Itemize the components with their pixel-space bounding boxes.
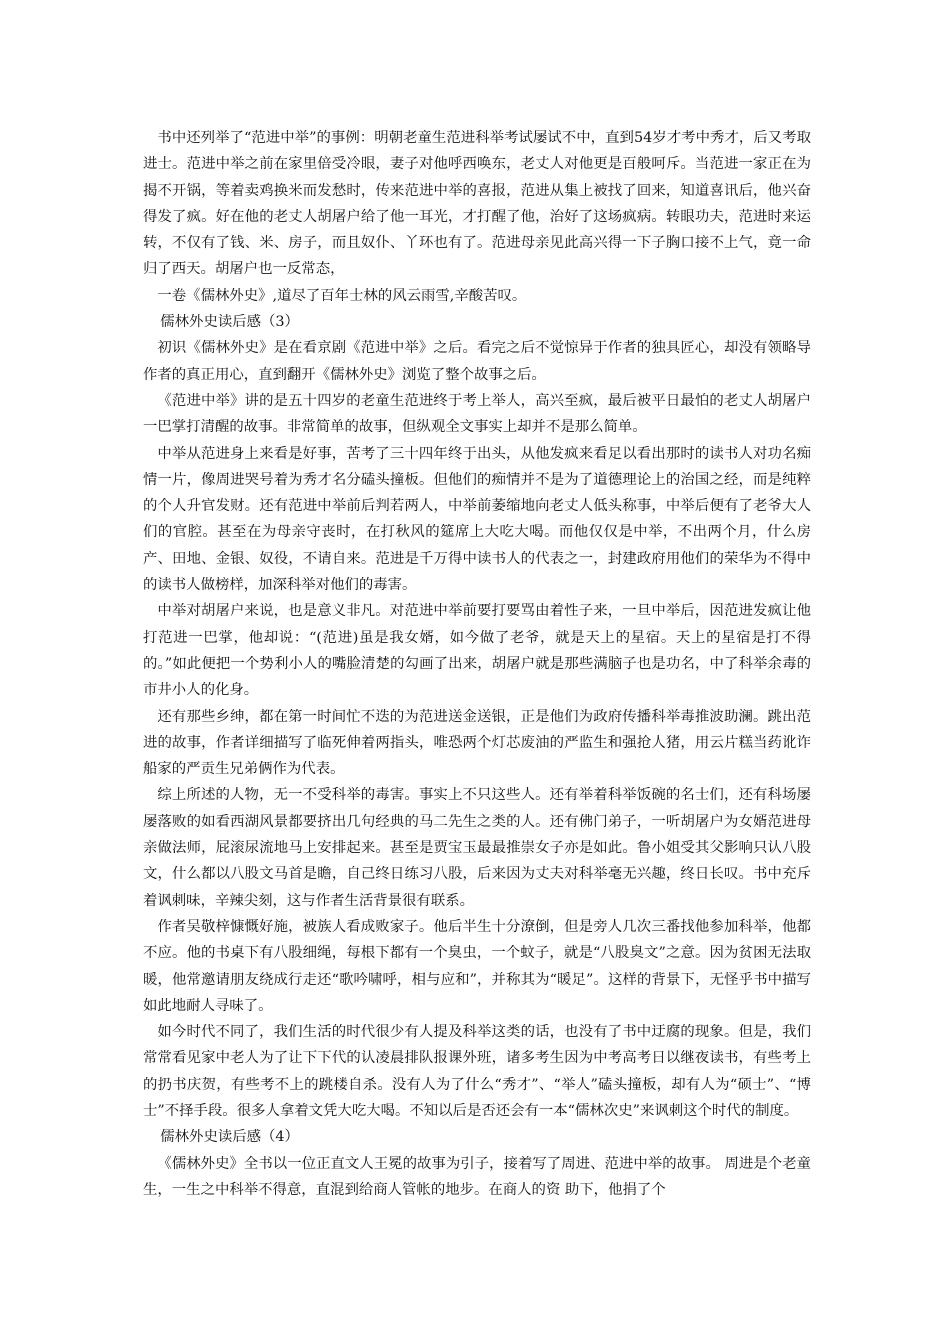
paragraph-butcher-hu: 中举对胡屠户来说，也是意义非凡。对范进中举前要打要骂由着性子来，一旦中举后，因范进发疯让他打范进一巴掌，他却说：“(范进)虽是我女婿，如今做了老爷，就是天上的星宿。天上的星宿是打不得的。”如此便把一个势利小人的嘴脸清楚的勾画了出来，胡屠户就是那些满脑子也是功名，中了科举余毒的市井小人的化身。: [143, 603, 811, 699]
document-page: [143, 125, 811, 1203]
paragraph-characters: 综上所述的人物，无一不受科举的毒害。事实上不只这些人。还有举着科举饭碗的名士们，还有科场屡屡落败的如看西湖风景都要挤出几句经典的马二先生之类的人。还有佛门弟子，一听胡屠户为女婿范进母亲做法师，屁滚尿流地马上安排起来。甚至是贾宝玉最最推崇女子亦是如此。鲁小姐受其父影响只认八股文，什么都以八股文马首是瞻，自己终日练习八股，后来因为丈夫对科举毫无兴趣，终日长叹。书中充斥着讽刺味，辛辣尖刻，这与作者生活背景很有联系。: [143, 787, 811, 909]
paragraph-first-impression: 初识《儒林外史》是在看京剧《范进中举》之后。看完之后不觉惊异于作者的独具匠心，却没有领略导作者的真正用心，直到翻开《儒林外史》浏览了整个故事之后。: [143, 340, 811, 383]
paragraph-fan-jin-example: 书中还列举了“范进中举”的事例：明朝老童生范进科举考试屡试不中，直到54岁才考中秀才，后又考取进士。范进中举之前在家里倍受冷眼，妻子对他呼西唤东，老丈人对他更是百般呵斥。当范进一家正在为揭不开锅，等着卖鸡换米而发愁时，传来范进中举的喜报，范进从集上被找了回来，知道喜讯后，他兴奋得发了疯。好在他的老丈人胡屠户给了他一耳光，才打醒了他，治好了这场疯病。转眼功夫，范进时来运转，不仅有了钱、米、房子，而且奴仆、丫环也有了。范进母亲见此高兴得一下子胸口接不上气，竟一命归了西天。胡屠户也一反常态，: [143, 130, 811, 278]
paragraph-summary-line: 一卷《儒林外史》,道尽了百年士林的风云雨雪,辛酸苦叹。: [157, 287, 527, 304]
section-heading-4: 儒林外史读后感（4）: [160, 1129, 299, 1146]
paragraph-story-summary: 《范进中举》讲的是五十四岁的老童生范进终于考上举人，高兴至疯，最后被平日最怕的老丈人胡屠户一巴掌打清醒的故事。非常简单的故事，但纵观全文事实上却并不是那么简单。: [143, 392, 811, 436]
paragraph-author: 作者吴敬梓慷慨好施，被族人看成败家子。他后半生十分潦倒，但是旁人几次三番找他参加科举，他都不应。他的书桌下有八股细绳，每根下都有一个臭虫，一个蚊子，就是“八股臭文”之意。因为贫困无法取暖，他常邀请朋友绕成行走还“歌吟啸呼，相与应和”，并称其为“暖足”。这样的背景下，无怪乎书中描写如此地耐人寻味了。: [143, 918, 811, 1014]
paragraph-book-intro: 《儒林外史》全书以一位正直文人王冕的故事为引子，接着写了周进、范进中举的故事。 周进是个老童生，一生之中科举不得意，直混到给商人管帐的地步。在商人的资 助下，他捐了个: [143, 1155, 811, 1198]
section-heading-3: 儒林外史读后感（3）: [160, 314, 299, 331]
paragraph-modern-times: 如今时代不同了，我们生活的时代很少有人提及科举这类的话，也没有了书中迂腐的现象。但是，我们常常看见家中老人为了让下下代的认凌晨排队报课外班，诸多考生因为中考高考日以继夜读书，有些考上的扔书庆贺，有些考不上的跳楼自杀。没有人为了什么“秀才”、“举人”磕头撞板，却有人为“硕士”、“博士”不择手段。很多人拿着文凭大吃大喝。不知以后是否还会有一本“儒林次史”来讽刺这个时代的制度。: [143, 1024, 811, 1119]
paragraph-fan-jin-analysis: 中举从范进身上来看是好事，苦考了三十四年终于出头，从他发疯来看足以看出那时的读书人对功名痴情一片，像周进哭号着为秀才名分磕头撞板。但他们的痴情并不是为了道德理论上的治国之经，而是纯粹的个人升官发财。还有范进中举前后判若两人，中举前萎缩地向老丈人低头称事，中举后便有了老爷大人们的官腔。甚至在为母亲守丧时，在打秋风的筵席上大吃大喝。而他仅仅是中举，不出两个月，什么房产、田地、金银、奴役，不请自来。范进是千万得中读书人的代表之一，封建政府用他们的荣华为不得中的读书人做榜样，加深科举对他们的毒害。: [143, 445, 811, 594]
paragraph-gentry: 还有那些乡绅，都在第一时间忙不迭的为范进送金送银，正是他们为政府传播科举毒推波助澜。跳出范进的故事，作者详细描写了临死伸着两指头，唯恐两个灯芯废油的严监生和强抢人猪，用云片糕当药讹诈船家的严贡生兄弟俩作为代表。: [143, 708, 811, 778]
